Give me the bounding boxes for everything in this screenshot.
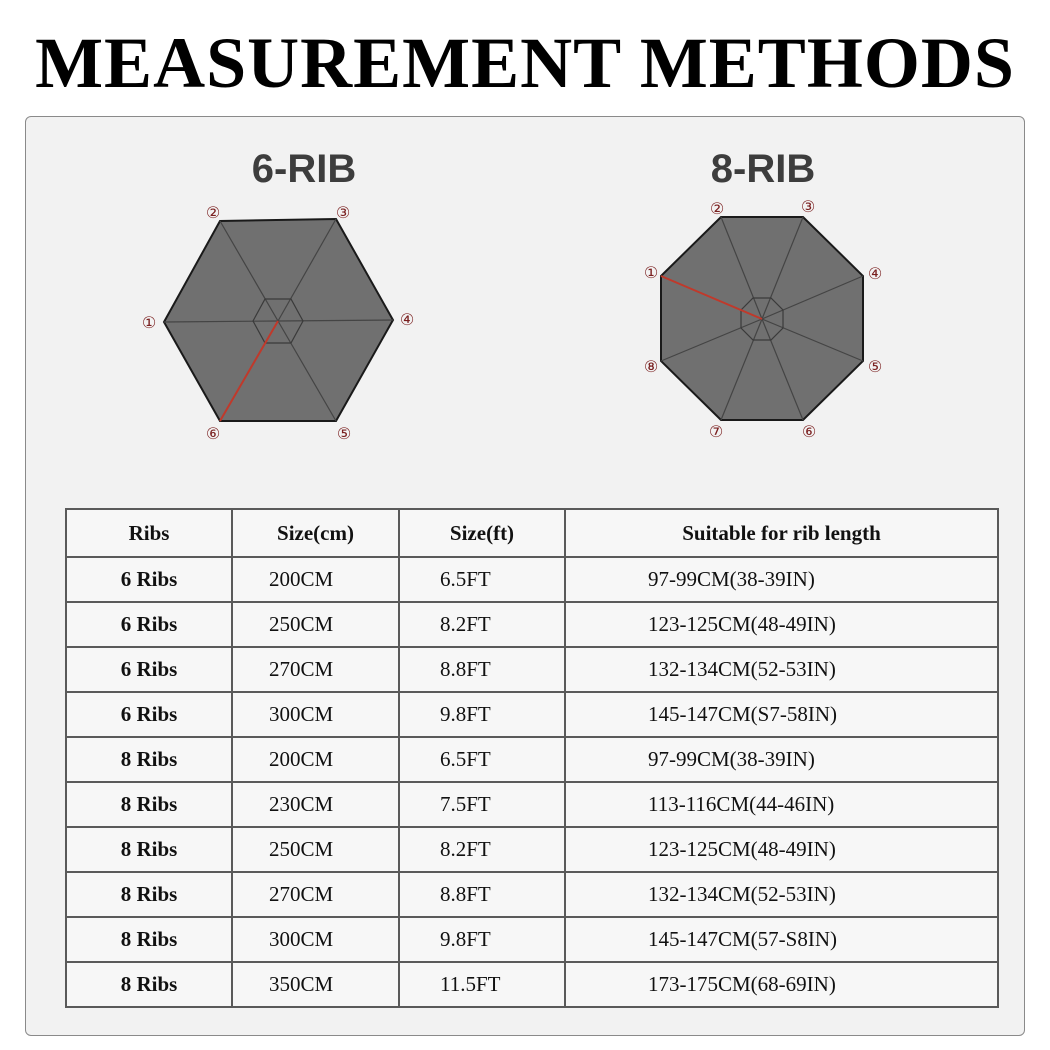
cell-size-ft: 8.8FT (399, 647, 565, 692)
size-table (65, 508, 999, 1008)
cell-ribs: 8 Ribs (66, 737, 232, 782)
cell-size-cm: 270CM (232, 647, 399, 692)
table-row (66, 602, 998, 647)
cell-rib-length: 145-147CM(57-S8IN) (565, 917, 998, 962)
cell-rib-length: 97-99CM(38-39IN) (565, 557, 998, 602)
cell-size-ft: 6.5FT (399, 737, 565, 782)
cell-rib-length: 132-134CM(52-53IN) (565, 647, 998, 692)
rib-label-1: ① (141, 313, 157, 332)
six-rib-title: 6-RIB (251, 147, 357, 191)
cell-size-ft: 8.2FT (399, 827, 565, 872)
cell-rib-length: 145-147CM(S7-58IN) (565, 692, 998, 737)
table-row (66, 962, 998, 1007)
cell-size-ft: 11.5FT (399, 962, 565, 1007)
table-row (66, 737, 998, 782)
table-header-row (66, 509, 998, 557)
cell-size-ft: 8.8FT (399, 872, 565, 917)
rib-label-6: ⑥ (205, 424, 221, 443)
cell-ribs: 8 Ribs (66, 872, 232, 917)
cell-ribs: 6 Ribs (66, 647, 232, 692)
cell-size-ft: 9.8FT (399, 692, 565, 737)
rib-label-3: ③ (335, 203, 351, 222)
cell-size-cm: 200CM (232, 737, 399, 782)
rib-label-3: ③ (800, 197, 816, 216)
rib-label-1: ① (643, 263, 659, 282)
cell-size-cm: 300CM (232, 692, 399, 737)
table-body (66, 557, 998, 1007)
cell-rib-length: 97-99CM(38-39IN) (565, 737, 998, 782)
table-row (66, 782, 998, 827)
cell-ribs: 6 Ribs (66, 557, 232, 602)
table-row (66, 827, 998, 872)
table-row (66, 647, 998, 692)
header-size-ft: Size(ft) (399, 509, 565, 557)
table-row (66, 917, 998, 962)
header-rib-length: Suitable for rib length (565, 509, 998, 557)
cell-ribs: 8 Ribs (66, 782, 232, 827)
rib-label-2: ② (205, 203, 221, 222)
cell-size-cm: 250CM (232, 827, 399, 872)
cell-size-cm: 300CM (232, 917, 399, 962)
cell-size-cm: 250CM (232, 602, 399, 647)
cell-ribs: 6 Ribs (66, 602, 232, 647)
cell-rib-length: 132-134CM(52-53IN) (565, 872, 998, 917)
cell-size-cm: 200CM (232, 557, 399, 602)
cell-rib-length: 173-175CM(68-69IN) (565, 962, 998, 1007)
cell-rib-length: 123-125CM(48-49IN) (565, 827, 998, 872)
rib-label-5: ⑤ (336, 424, 352, 443)
cell-size-ft: 9.8FT (399, 917, 565, 962)
eight-rib-diagram (26, 117, 1026, 487)
eight-rib-title: 8-RIB (710, 147, 816, 191)
cell-ribs: 8 Ribs (66, 962, 232, 1007)
cell-ribs: 6 Ribs (66, 692, 232, 737)
page-title: MEASUREMENT METHODS (35, 23, 1015, 103)
cell-size-cm: 230CM (232, 782, 399, 827)
cell-rib-length: 123-125CM(48-49IN) (565, 602, 998, 647)
cell-size-cm: 350CM (232, 962, 399, 1007)
cell-size-ft: 6.5FT (399, 557, 565, 602)
cell-size-ft: 8.2FT (399, 602, 565, 647)
cell-ribs: 8 Ribs (66, 827, 232, 872)
table-row (66, 872, 998, 917)
rib-label-8: ⑧ (643, 357, 659, 376)
cell-ribs: 8 Ribs (66, 917, 232, 962)
rib-label-4: ④ (867, 264, 883, 283)
table-row (66, 557, 998, 602)
header-size-cm: Size(cm) (232, 509, 399, 557)
cell-size-ft: 7.5FT (399, 782, 565, 827)
rib-label-5: ⑤ (867, 357, 883, 376)
rib-label-2: ② (709, 199, 725, 218)
header-ribs: Ribs (66, 509, 232, 557)
cell-rib-length: 113-116CM(44-46IN) (565, 782, 998, 827)
cell-size-cm: 270CM (232, 872, 399, 917)
rib-label-6: ⑥ (801, 422, 817, 441)
rib-label-7: ⑦ (708, 422, 724, 441)
table-row (66, 692, 998, 737)
rib-label-4: ④ (399, 310, 415, 329)
